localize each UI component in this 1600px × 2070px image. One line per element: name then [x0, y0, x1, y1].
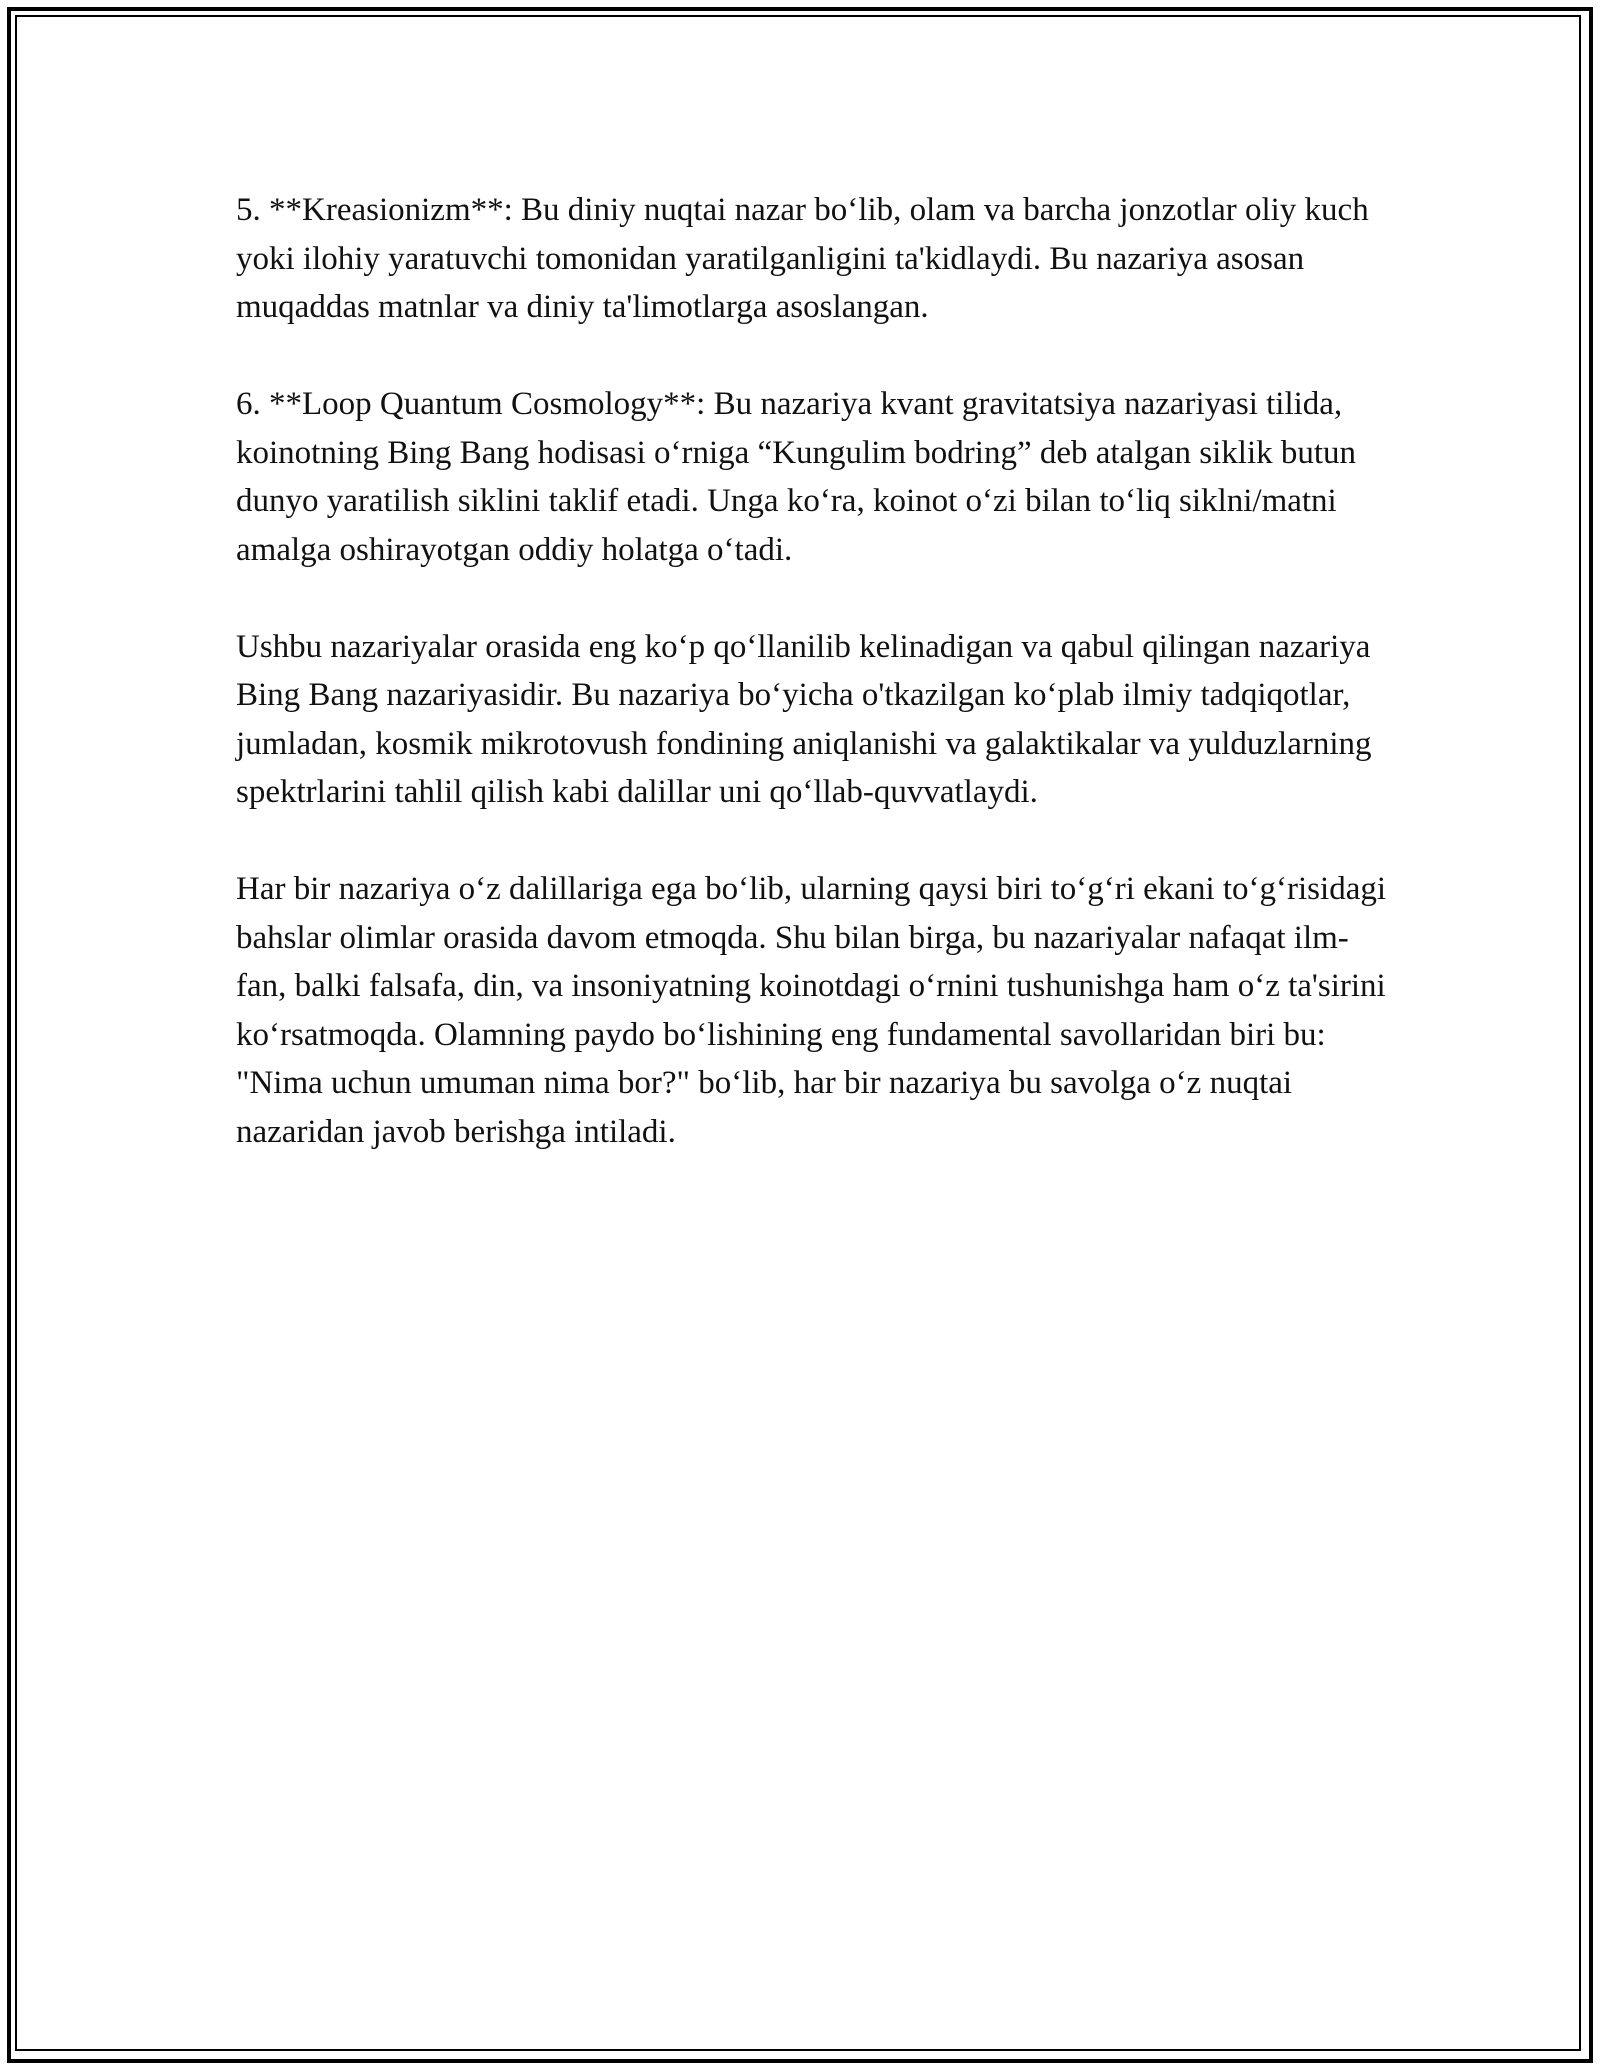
document-body — [236, 186, 1386, 1205]
paragraph-loop-quantum-cosmology: 6. **Loop Quantum Cosmology**: Bu nazariya kvant gravitatsiya nazariyasi tilida, koinotning Bing Bang hodisasi o‘rniga “Kungulim bodring” deb atalgan siklik butun dunyo yaratilish siklini taklif etadi. Unga ko‘ra, koinot o‘zi bilan to‘liq siklni/matni amalga oshirayotgan oddiy holatga o‘tadi. — [236, 386, 1357, 568]
paragraph-conclusion: Har bir nazariya o‘z dalillariga ega bo‘lib, ularning qaysi biri to‘g‘ri ekani to‘g‘risidagi bahslar olimlar orasida davom etmoqda. Shu bilan birga, bu nazariyalar nafaqat ilm-fan, balki falsafa, din, va insoniyatning koinotdagi o‘rnini tushunishga ham o‘z ta'sirini ko‘rsatmoqda. Olamning paydo bo‘lishining eng fundamental savollaridan biri bu: "Nima uchun umuman nima bor?" bo‘lib, har bir nazariya bu savolga o‘z nuqtai nazaridan javob berishga intiladi. — [236, 871, 1387, 1150]
paragraph-kreasionizm: 5. **Kreasionizm**: Bu diniy nuqtai nazar bo‘lib, olam va barcha jonzotlar oliy kuch yoki ilohiy yaratuvchi tomonidan yaratilganligini ta'kidlaydi. Bu nazariya asosan muqaddas matnlar va diniy ta'limotlarga asoslangan. — [236, 192, 1369, 325]
paragraph-big-bang-summary: Ushbu nazariyalar orasida eng ko‘p qo‘llanilib kelinadigan va qabul qilingan nazariya Bing Bang nazariyasidir. Bu nazariya bo‘yicha o'tkazilgan ko‘plab ilmiy tadqiqotlar, jumladan, kosmik mikrotovush fondining aniqlanishi va galaktikalar va yulduzlarning spektrlarini tahlil qilish kabi dalillar uni qo‘llab-quvvatlaydi. — [236, 628, 1372, 810]
